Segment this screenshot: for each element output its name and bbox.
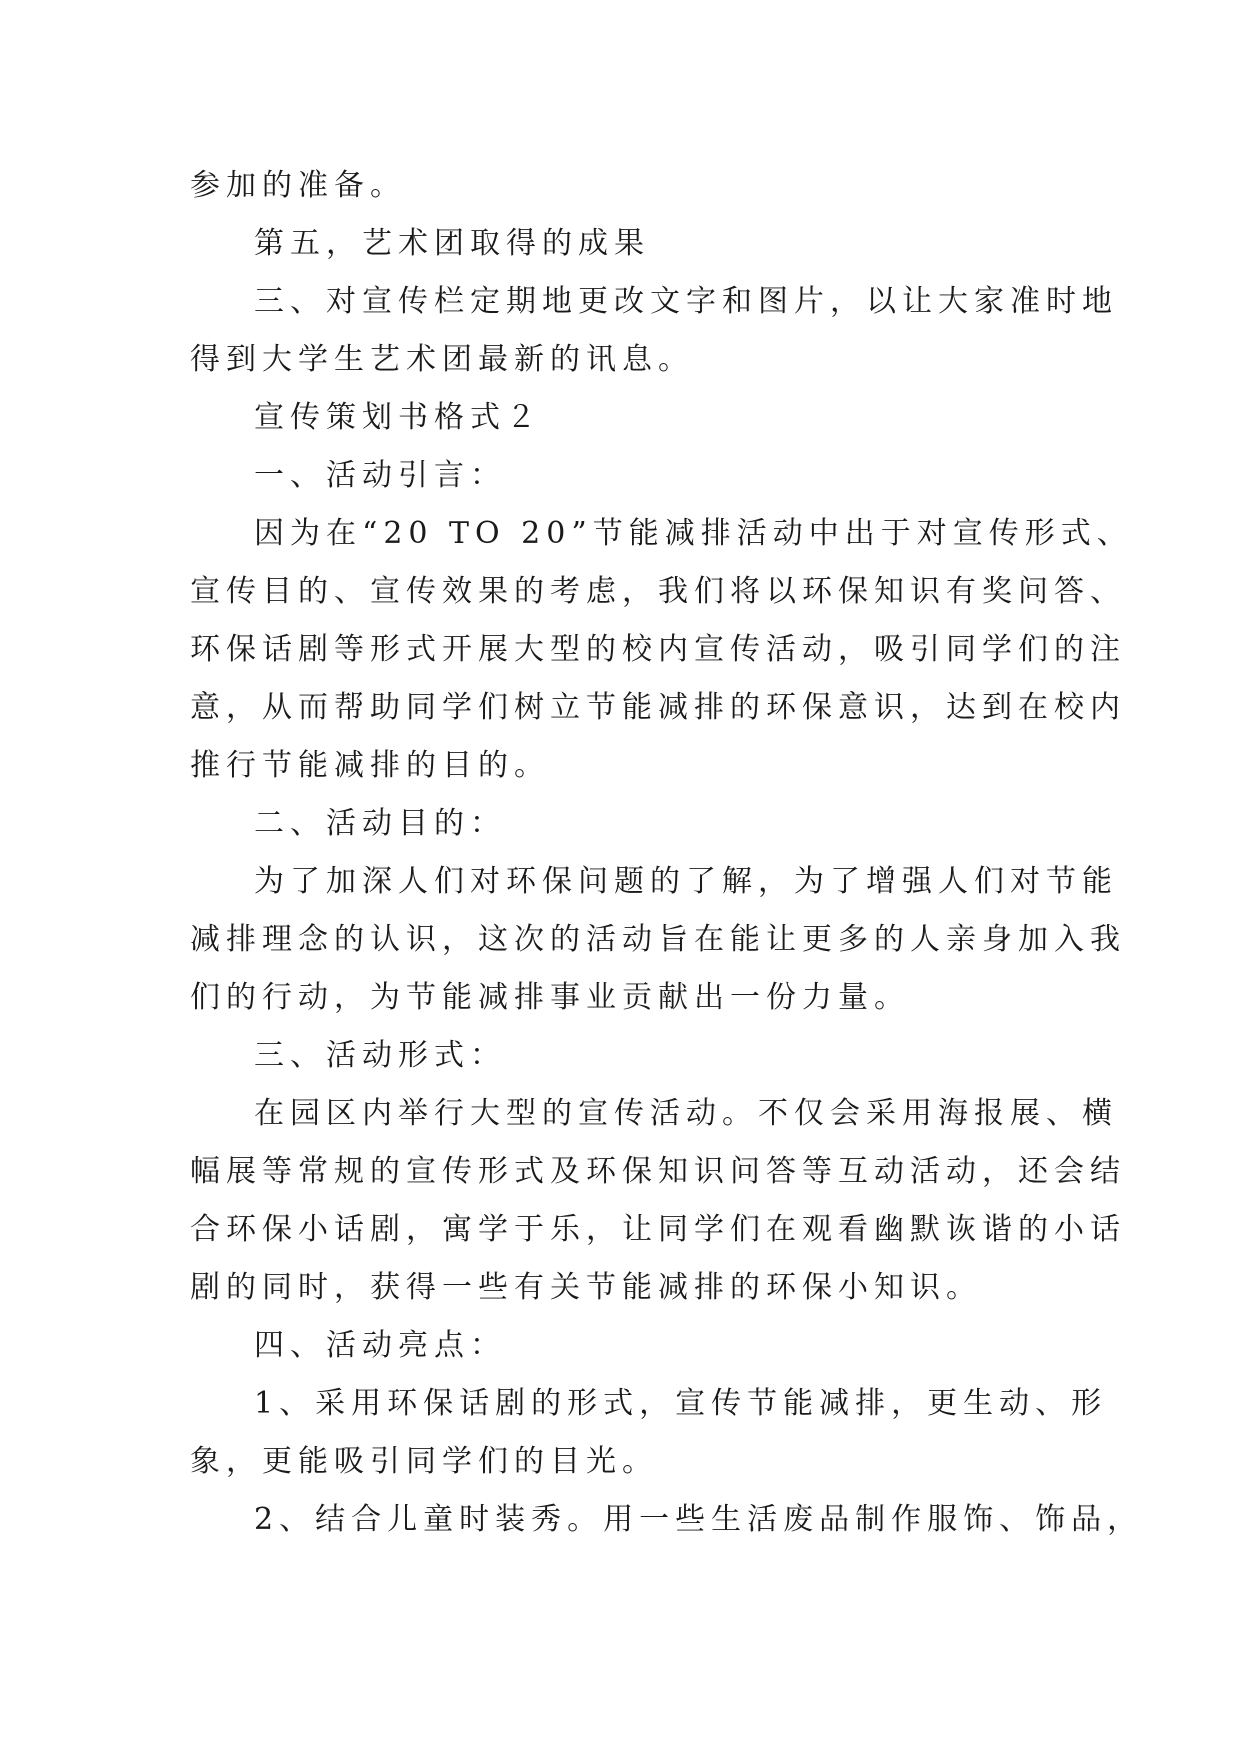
text-line: 宣传目的、宣传效果的考虑，我们将以环保知识有奖问答、 <box>190 574 1126 609</box>
text-line: 环保话剧等形式开展大型的校内宣传活动，吸引同学们的注 <box>190 632 1126 667</box>
text-line: 合环保小话剧，寓学于乐，让同学们在观看幽默诙谐的小话 <box>190 1212 1126 1247</box>
text-line: 剧的同时，获得一些有关节能减排的环保小知识。 <box>190 1270 982 1305</box>
text-line: 象，更能吸引同学们的目光。 <box>190 1444 658 1479</box>
text-line: 们的行动，为节能减排事业贡献出一份力量。 <box>190 980 910 1015</box>
text-line: 幅展等常规的宣传形式及环保知识问答等互动活动，还会结 <box>190 1154 1126 1189</box>
text-line: 三、活动形式： <box>254 1038 506 1073</box>
text-line: 一、活动引言： <box>254 458 506 493</box>
text-line: 减排理念的认识，这次的活动旨在能让更多的人亲身加入我 <box>190 922 1126 957</box>
text-line: 得到大学生艺术团最新的讯息。 <box>190 342 694 377</box>
text-line: 推行节能减排的目的。 <box>190 748 550 783</box>
text-line: 因为在“20 TO 20”节能减排活动中出于对宣传形式、 <box>254 516 1133 551</box>
text-line: 四、活动亮点： <box>254 1328 506 1363</box>
text-line: 二、活动目的： <box>254 806 506 841</box>
text-line: 宣传策划书格式２ <box>254 400 542 435</box>
text-line: 在园区内举行大型的宣传活动。不仅会采用海报展、横 <box>254 1096 1118 1131</box>
text-line: 第五，艺术团取得的成果 <box>254 226 650 261</box>
text-line: 1、采用环保话剧的形式，宣传节能减排，更生动、形 <box>254 1386 1108 1421</box>
text-line: 意，从而帮助同学们树立节能减排的环保意识，达到在校内 <box>190 690 1126 725</box>
text-line: 为了加深人们对环保问题的了解，为了增强人们对节能 <box>254 864 1118 899</box>
text-line: 参加的准备。 <box>190 168 406 203</box>
text-line: 三、对宣传栏定期地更改文字和图片，以让大家准时地 <box>254 284 1118 319</box>
text-line: 2、结合儿童时装秀。用一些生活废品制作服饰、饰品， <box>254 1502 1144 1537</box>
